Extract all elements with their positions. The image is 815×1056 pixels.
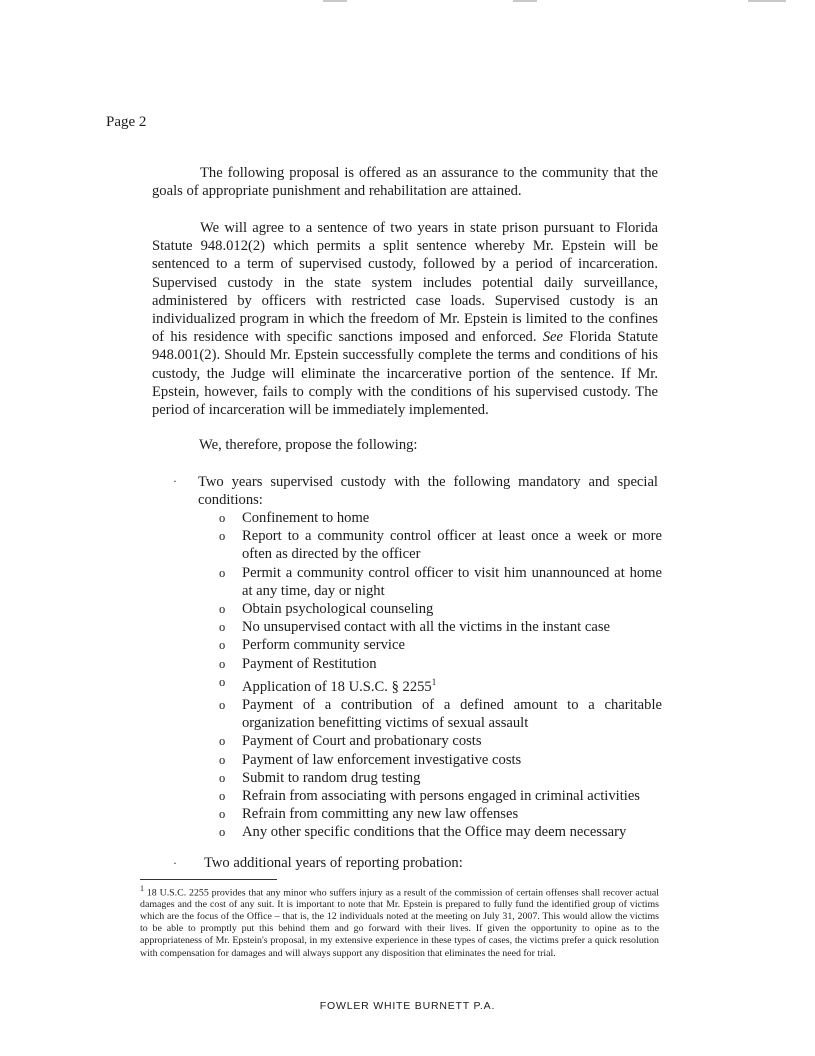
list-item <box>216 527 662 563</box>
list-marker: o <box>219 752 226 767</box>
condition-text: Payment of a contribution of a defined amount to a charitable organization benefitting victims of sexual assault <box>242 696 662 732</box>
list-item <box>216 805 662 823</box>
list-marker: o <box>219 788 226 803</box>
list-marker: o <box>219 529 226 544</box>
list-item <box>216 636 662 654</box>
condition-text: Refrain from committing any new law offenses <box>242 806 519 823</box>
list-item <box>216 696 662 732</box>
condition-text: Obtain psychological counseling <box>242 601 434 618</box>
list-marker: o <box>219 697 226 712</box>
condition-text: No unsupervised contact with all the victims in the instant case <box>242 619 611 636</box>
list-marker: o <box>219 734 226 749</box>
propose-paragraph: We, therefore, propose the following: <box>199 437 418 453</box>
footnote-reference: 1 <box>431 676 437 687</box>
see-signal: See <box>542 329 563 346</box>
condition-text: Payment of Court and probationary costs <box>242 733 482 750</box>
list-item <box>216 823 662 841</box>
firm-name: FOWLER WHITE BURNETT P.A. <box>319 1000 496 1012</box>
condition-text: Any other specific conditions that the Office may deem necessary <box>242 824 627 841</box>
list-marker: o <box>219 656 226 671</box>
footnote-number: 1 <box>140 884 144 893</box>
condition-text: Confinement to home <box>242 510 370 526</box>
list-marker: o <box>219 602 226 617</box>
list-marker: o <box>219 620 226 635</box>
custody-bullet: Two years supervised custody with the following mandatory and special conditions: <box>198 474 658 509</box>
condition-text: Perform community service <box>242 637 405 654</box>
condition-text: Application of 18 U.S.C. § 2255 <box>242 678 432 695</box>
condition-text: Payment of law enforcement investigative costs <box>242 751 522 768</box>
list-item <box>216 769 662 787</box>
firm-footer <box>0 1000 815 1012</box>
condition-text: Refrain from associating with persons engaged in criminal activities <box>242 787 640 804</box>
intro-paragraph <box>152 164 658 200</box>
page-number: Page 2 <box>106 114 147 130</box>
list-item <box>216 618 662 636</box>
condition-text: Payment of Restitution <box>242 655 377 672</box>
scan-artifact <box>748 0 786 2</box>
list-marker: o <box>219 565 226 580</box>
footnote <box>140 883 659 960</box>
sentence-text-a: We will agree to a sentence of two years in state prison pursuant to Florida Statute 948.012(2) which permits a split sentence whereby Mr. Epstein will be sentenced to a term of supervised custody, followed by a period of incarceration. Supervised custody in the state system includes potential daily surveillance, administered by officers with restricted case loads. Supervised custody is an individualized program in which the freedom of Mr. Epstein is limited to the confines of his residence with specific sanctions imposed and enforced. <box>152 220 658 346</box>
scan-artifact <box>513 0 537 2</box>
intro-text: The following proposal is offered as an assurance to the community that the goals of appropriate punishment and rehabilitation are attained. <box>152 165 658 200</box>
list-item <box>216 751 662 769</box>
list-item <box>216 564 662 600</box>
sentence-paragraph <box>152 219 658 419</box>
probation-bullet: Two additional years of reporting probation: <box>204 855 463 871</box>
list-item <box>216 600 662 618</box>
list-marker: o <box>219 638 226 653</box>
scan-artifact <box>323 0 347 2</box>
list-item <box>216 732 662 750</box>
bullet-marker: · <box>173 474 177 488</box>
list-item <box>216 509 662 527</box>
footnote-divider <box>140 879 277 880</box>
condition-text: Report to a community control officer at least once a week or more often as directed by the officer <box>242 528 662 563</box>
sentence-text-b: Florida Statute 948.001(2). Should Mr. Epstein successfully complete the terms and conditions of his custody, the Judge will eliminate the incarcerative portion of the sentence. If Mr. Epstein, however, fails to comply with the conditions of his supervised custody. The period of incarceration will be immediately implemented. <box>152 329 658 419</box>
footnote-text: 18 U.S.C. 2255 provides that any minor who suffers injury as a result of the commission of certain offenses shall recover actual damages and the cost of any suit. It is important to note that Mr. Epstein is prepared to fully fund the identified group of victims which are the focus of the Office – that is, the 12 individuals noted at the meeting on July 31, 2007. This would allow the victims to be able to promptly put this behind them and go forward with their lives. If given the opportunity to opine as to the appropriateness of Mr. Epstein's proposal, in my extensive experience in these types of cases, the victims prefer a quick resolution with compensation for damages and will always support any disposition that eliminates the need for trial. <box>140 887 660 959</box>
condition-text-wrap <box>242 673 662 696</box>
conditions-list <box>216 509 662 842</box>
condition-text: Submit to random drug testing <box>242 769 421 786</box>
list-marker: o <box>219 674 226 689</box>
list-marker: o <box>219 825 226 840</box>
bullet-marker: · <box>173 856 177 870</box>
condition-text: Permit a community control officer to visit him unannounced at home at any time, day or night <box>242 564 662 599</box>
list-marker: o <box>219 770 226 785</box>
list-marker: o <box>219 511 226 525</box>
list-item <box>216 787 662 805</box>
list-item <box>216 655 662 673</box>
list-marker: o <box>219 807 226 822</box>
list-item <box>216 673 662 696</box>
